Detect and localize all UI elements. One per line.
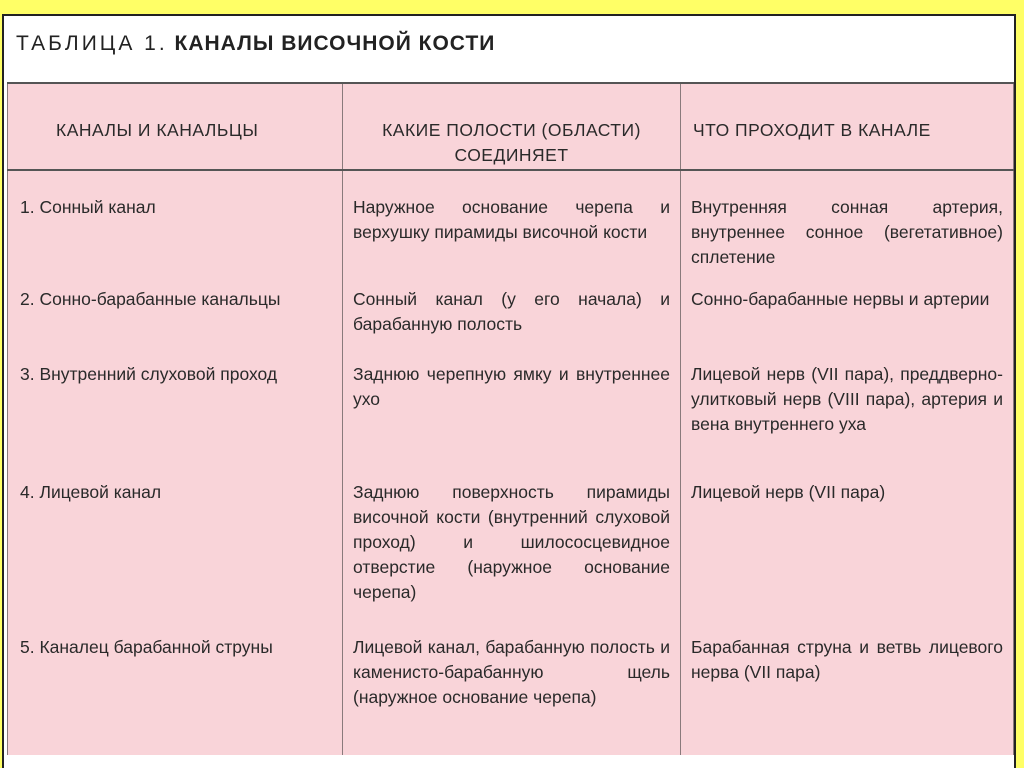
canals-table <box>7 82 1014 755</box>
canal-cell: 2. Сонно-барабанные канальцы <box>8 287 343 352</box>
contents-cell: Лицевой нерв (VII пара), преддверно-улитковый нерв (VIII пара), артерия и вена внутреннего уха <box>681 352 1014 480</box>
title-prefix: ТАБЛИЦА 1. <box>16 32 168 55</box>
contents-cell: Лицевой нерв (VII пара) <box>681 480 1014 635</box>
canal-cell: 1. Сонный канал <box>8 170 343 287</box>
contents-cell: Барабанная струна и ветвь лицевого нерва (VII пара) <box>681 635 1014 755</box>
canal-cell: 4. Лицевой канал <box>8 480 343 635</box>
slide-frame <box>2 14 1016 768</box>
table-row <box>8 635 1014 755</box>
table-row <box>8 480 1014 635</box>
contents-cell: Внутренняя сонная артерия, внутреннее сонное (вегетативное) сплетение <box>681 170 1014 287</box>
table-row <box>8 287 1014 352</box>
header-contents: ЧТО ПРОХОДИТ В КАНАЛЕ <box>681 83 1014 170</box>
connects-cell: Заднюю поверхность пирамиды височной кости (внутренний слуховой проход) и шилососцевидное отверстие (наружное основание черепа) <box>343 480 681 635</box>
table-row <box>8 352 1014 480</box>
header-connects: КАКИЕ ПОЛОСТИ (ОБЛАСТИ) СОЕДИНЯЕТ <box>343 83 681 170</box>
canal-cell: 3. Внутренний слуховой проход <box>8 352 343 480</box>
page-title <box>16 32 495 56</box>
header-canals: КАНАЛЫ И КАНАЛЬЦЫ <box>8 83 343 170</box>
connects-cell: Заднюю черепную ямку и внутреннее ухо <box>343 352 681 480</box>
table-header-row <box>8 83 1014 170</box>
connects-cell: Лицевой канал, барабанную полость и каменисто-барабанную щель (наружное основание черепа) <box>343 635 681 755</box>
canal-cell: 5. Каналец барабанной струны <box>8 635 343 755</box>
connects-cell: Сонный канал (у его начала) и барабанную полость <box>343 287 681 352</box>
connects-cell: Наружное основание черепа и верхушку пирамиды височной кости <box>343 170 681 287</box>
table-row <box>8 170 1014 287</box>
title-main: КАНАЛЫ ВИСОЧНОЙ КОСТИ <box>174 32 496 55</box>
contents-cell: Сонно-барабанные нервы и артерии <box>681 287 1014 352</box>
